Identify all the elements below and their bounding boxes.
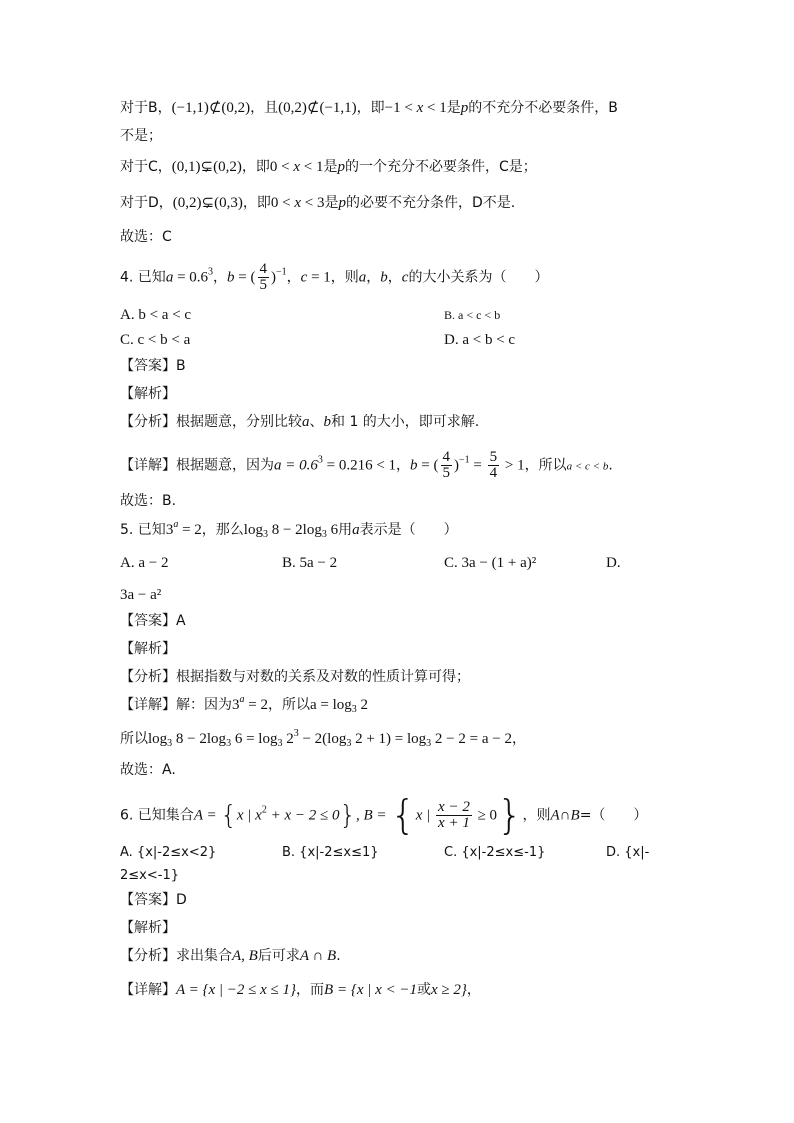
math: log <box>243 522 263 538</box>
text: 或 <box>417 982 432 998</box>
choice-line: 故选：C <box>120 229 172 245</box>
text: ，即 <box>241 159 270 175</box>
math: ) <box>271 269 276 286</box>
option-c-analysis-line <box>120 157 537 177</box>
math: b <box>410 457 418 474</box>
math: x | x <box>236 807 262 824</box>
text: ， <box>286 269 301 286</box>
math: = 2 <box>178 522 202 538</box>
math: b <box>380 269 388 286</box>
math: A, B <box>232 948 258 964</box>
math: + x − 2 ≤ 0 <box>266 807 340 824</box>
option-d-analysis-line <box>120 193 515 213</box>
math-superscript: 3 <box>317 454 323 466</box>
text: ，且 <box>250 100 279 116</box>
math: c <box>401 269 409 286</box>
text: =（ ） <box>579 807 648 824</box>
q6-option-d-content: 2≤x<-1} <box>120 868 179 883</box>
math: 2 <box>282 731 294 747</box>
text: ，那么 <box>201 522 244 538</box>
q5-option-d: D. <box>606 555 621 571</box>
math: a <box>352 522 360 538</box>
text: ，则 <box>330 269 359 286</box>
left-brace: { <box>220 800 237 831</box>
math: = 0.6 <box>173 269 209 286</box>
math: b <box>227 269 235 286</box>
text: 是 <box>446 100 461 116</box>
q6-option-c: C. {x|-2≤x≤-1} <box>444 845 546 860</box>
math: ⊊ <box>200 159 214 175</box>
math: < 3 <box>301 195 325 211</box>
math: 6 = log <box>231 731 278 747</box>
text: 的一个充分不必要条件，C是； <box>344 159 537 175</box>
math-subscript: 3 <box>346 738 352 749</box>
math: ≥ 0 <box>473 807 498 824</box>
text: ，所以 <box>524 457 567 474</box>
q4-option-b: B. a < c < b <box>444 308 501 322</box>
math: a = log <box>309 697 352 713</box>
text: ，则 <box>522 807 551 824</box>
fraction <box>488 450 500 481</box>
denominator: x + 1 <box>438 815 470 831</box>
math: x | <box>415 807 435 824</box>
q4-analysis-label: 【解析】 <box>120 386 176 402</box>
q6-option-a: A. {x|-2≤x<2} <box>120 845 217 860</box>
math-subscript: 3 <box>277 738 283 749</box>
math-superscript: −1 <box>459 454 470 466</box>
math: x <box>294 195 301 211</box>
math: A = {x | −2 ≤ x ≤ 1} <box>176 982 297 998</box>
numerator: x − 2 <box>438 799 470 815</box>
fraction <box>258 262 270 293</box>
math: ) <box>454 457 460 474</box>
math: b <box>323 414 331 430</box>
q4-option-d: D. a < b < c <box>444 332 516 348</box>
text: 【详解】根据题意，因为 <box>120 457 274 474</box>
text: ， <box>366 269 381 286</box>
text: 是 <box>323 159 338 175</box>
q4-choice: 故选：B. <box>120 493 177 509</box>
q6-analysis <box>120 946 341 966</box>
text: 的不充分不必要条件，B <box>468 100 618 116</box>
q5-analysis-label: 【解析】 <box>120 641 176 657</box>
text: 6. 已知集合 <box>120 807 194 824</box>
text: 用 <box>338 522 353 538</box>
text: 和 1 的大小，即可求解. <box>331 414 480 430</box>
math-superscript: 3 <box>208 266 214 278</box>
math: ⊄ <box>306 100 320 116</box>
text: 的必要不充分条件，D不是. <box>345 195 516 211</box>
math-superscript: a <box>239 694 245 705</box>
math: (−1,1) <box>319 100 357 116</box>
q5-analysis: 【分析】根据指数与对数的关系及对数的性质计算可得； <box>120 669 470 685</box>
numerator: 5 <box>489 449 498 465</box>
text: 对于D， <box>120 195 173 211</box>
math: − 2(log <box>298 731 347 747</box>
q4-answer: 【答案】B <box>120 358 186 374</box>
math: = 1 <box>307 269 331 286</box>
math: < 1 <box>300 159 324 175</box>
q5-option-a: A. a − 2 <box>120 555 169 571</box>
math: = ( <box>234 269 256 286</box>
math: a < c < b <box>566 460 609 473</box>
math: (0,2) <box>278 100 307 116</box>
q4-option-c: C. c < b < a <box>120 332 191 348</box>
q5-option-c: C. 3a − (1 + a)² <box>444 555 537 571</box>
math: B = {x | x < −1 <box>324 982 418 998</box>
right-brace: } <box>497 792 523 839</box>
math: a <box>302 414 310 430</box>
fraction <box>441 450 453 481</box>
math: −1 < <box>384 100 417 116</box>
math-subscript: 3 <box>321 529 327 540</box>
text: 后可求 <box>257 948 300 964</box>
text: ， <box>466 982 481 998</box>
text: 的大小关系为（ ） <box>408 269 549 286</box>
q6-answer: 【答案】D <box>120 892 187 908</box>
math: x ≥ 2} <box>431 982 467 998</box>
text: 4. 已知 <box>120 269 166 286</box>
q5-option-d-content: 3a − a² <box>120 587 162 603</box>
math: = 0.216 < 1 <box>322 457 397 474</box>
math-subscript: 3 <box>226 738 232 749</box>
text: ， <box>387 269 402 286</box>
question-4 <box>120 262 548 293</box>
question-5 <box>120 520 458 540</box>
q6-analysis-label: 【解析】 <box>120 920 176 936</box>
math: a = 0.6 <box>274 457 318 474</box>
math: = 2 <box>244 697 268 713</box>
option-b-analysis-line <box>120 98 618 118</box>
text: 对于B， <box>120 100 172 116</box>
text: ，而 <box>296 982 325 998</box>
fraction <box>436 800 472 831</box>
math: < 1 <box>423 100 447 116</box>
denominator: 5 <box>259 277 267 293</box>
q5-option-b: B. 5a − 2 <box>282 555 338 571</box>
right-brace: } <box>339 800 357 831</box>
numerator: 4 <box>259 261 267 277</box>
text: 【分析】求出集合 <box>120 948 232 964</box>
math: x <box>416 100 424 116</box>
text: 表示是（ ） <box>359 522 458 538</box>
math: 3 <box>232 697 240 713</box>
text: . <box>336 948 341 964</box>
math: 0 < <box>269 159 294 175</box>
math: 0 < <box>270 195 295 211</box>
math: (−1,1) <box>171 100 209 116</box>
math: p <box>337 159 345 175</box>
text: 、 <box>309 414 324 430</box>
text: . <box>608 457 613 474</box>
left-brace: { <box>390 792 416 839</box>
q4-detail <box>120 450 613 481</box>
math: (0,3) <box>214 195 243 211</box>
math: > 1 <box>501 457 525 474</box>
math: c <box>300 269 308 286</box>
math: A ∩ B <box>299 948 337 964</box>
math: = ( <box>417 457 439 474</box>
math: 6 <box>326 522 339 538</box>
math-superscript: a <box>173 519 179 530</box>
math: a <box>165 269 174 286</box>
text: 【详解】 <box>120 982 176 998</box>
math: p <box>338 195 346 211</box>
math: A∩B <box>550 807 580 824</box>
math: (0,2) <box>213 159 242 175</box>
math-subscript: 3 <box>262 529 268 540</box>
text: 【详解】解：因为 <box>120 697 232 713</box>
text: ，所以 <box>267 697 310 713</box>
text: ， <box>396 457 411 474</box>
q5-detail <box>120 695 368 715</box>
math: , B = <box>356 807 391 824</box>
math-superscript: 2 <box>261 804 267 816</box>
math: 8 − 2log <box>172 731 227 747</box>
q6-option-b: B. {x|-2≤x≤1} <box>282 845 379 860</box>
text: 5. 已知 <box>120 522 166 538</box>
q5-choice: 故选：A. <box>120 762 176 778</box>
q6-detail <box>120 980 481 1000</box>
math: 8 − 2log <box>267 522 322 538</box>
denominator: 5 <box>442 465 451 481</box>
text: 是 <box>324 195 339 211</box>
question-6 <box>120 792 648 839</box>
math: a <box>358 269 367 286</box>
math: x <box>293 159 300 175</box>
q4-option-a: A. b < a < c <box>120 307 192 323</box>
math: 2 − 2 = a − 2 <box>431 731 512 747</box>
math: ⊄ <box>208 100 222 116</box>
math: = <box>469 457 486 474</box>
text: 所以 <box>120 731 148 747</box>
q4-analysis <box>120 412 479 432</box>
math: (0,2) <box>172 195 202 211</box>
math-subscript: 3 <box>426 738 432 749</box>
text: ， <box>511 731 526 747</box>
numerator: 4 <box>442 449 451 465</box>
option-b-analysis-continued: 不是； <box>120 128 162 144</box>
math-superscript: 3 <box>293 728 299 739</box>
q6-option-d: D. {x|- <box>606 845 650 860</box>
math: log <box>148 731 168 747</box>
math: A = <box>193 807 221 824</box>
q5-answer: 【答案】A <box>120 613 186 629</box>
math: (0,1) <box>171 159 201 175</box>
denominator: 4 <box>489 465 498 481</box>
math: p <box>460 100 469 116</box>
math: (0,2) <box>221 100 251 116</box>
text: 【分析】根据题意，分别比较 <box>120 414 302 430</box>
math-subscript: 3 <box>351 704 357 715</box>
q5-detail-continued <box>120 729 526 749</box>
math: 3 <box>165 522 174 538</box>
text: ，即 <box>242 195 271 211</box>
text: 对于C， <box>120 159 172 175</box>
math: ⊊ <box>201 195 215 211</box>
math: 2 <box>356 697 369 713</box>
math-subscript: 3 <box>167 738 173 749</box>
text: ，即 <box>356 100 385 116</box>
text: ， <box>213 269 228 286</box>
math-superscript: −1 <box>276 266 287 278</box>
math: 2 + 1) = log <box>351 731 427 747</box>
